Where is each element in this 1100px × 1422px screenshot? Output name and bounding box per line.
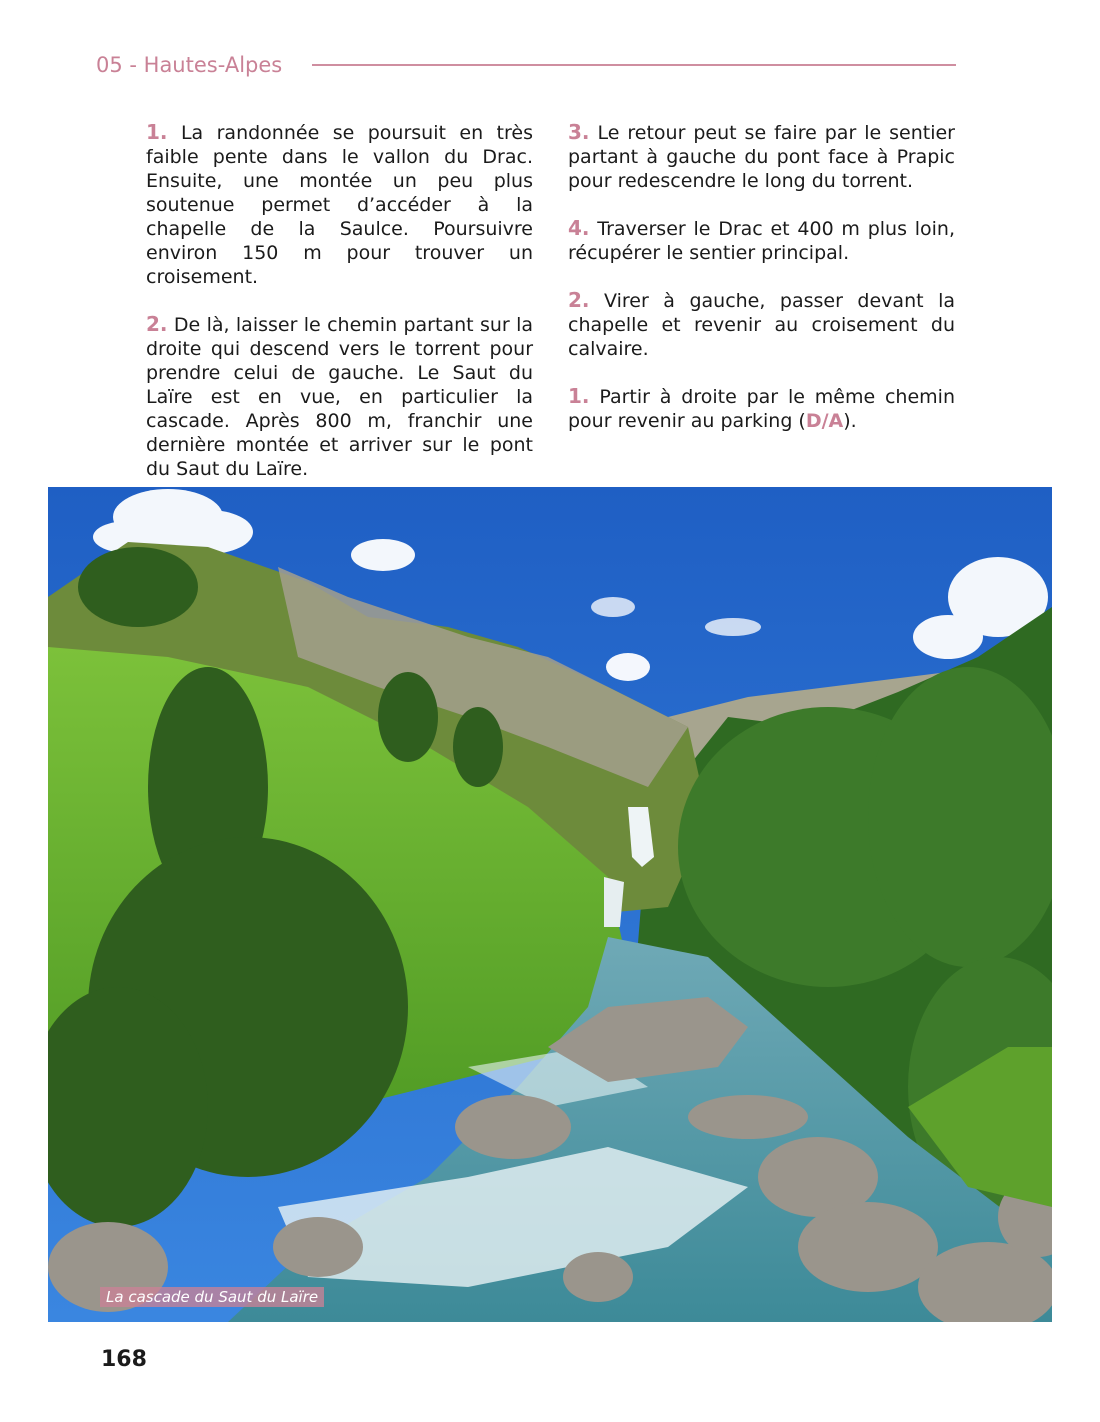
step-paragraph bbox=[146, 312, 533, 481]
step-text: Partir à droite par le même chemin pour revenir au parking ( bbox=[568, 386, 955, 432]
step-number: 2. bbox=[568, 288, 590, 312]
page-header bbox=[96, 50, 956, 80]
landscape-photo bbox=[48, 487, 1052, 1322]
step-text: ). bbox=[843, 410, 857, 432]
page-number: 168 bbox=[101, 1347, 147, 1372]
start-end-marker: D/A bbox=[805, 410, 844, 432]
step-paragraph bbox=[568, 216, 955, 265]
step-text: De là, laisser le chemin partant sur la droite qui descend vers le torrent pour prendre celui de gauche. Le Saut du Laïre est en vue, en particulier la cascade. Après 800 m, franchir une dernière montée et arriver sur le pont du Saut du Laïre. bbox=[146, 314, 533, 480]
step-text: Virer à gauche, passer devant la chapelle et revenir au croisement du calvaire. bbox=[568, 290, 955, 360]
step-paragraph bbox=[146, 120, 533, 289]
step-number: 4. bbox=[568, 216, 590, 240]
right-column bbox=[568, 120, 955, 456]
step-text: Le retour peut se faire par le sentier partant à gauche du pont face à Prapic pour redescendre le long du torrent. bbox=[568, 122, 955, 192]
step-number: 2. bbox=[146, 312, 168, 336]
step-text: Traverser le Drac et 400 m plus loin, récupérer le sentier principal. bbox=[568, 218, 955, 264]
waterfall-illustration bbox=[48, 487, 1052, 1322]
step-number: 1. bbox=[568, 384, 590, 408]
section-title: 05 - Hautes-Alpes bbox=[96, 53, 283, 77]
step-number: 3. bbox=[568, 120, 590, 144]
step-paragraph bbox=[568, 120, 955, 193]
step-number: 1. bbox=[146, 120, 168, 144]
left-column bbox=[146, 120, 533, 504]
step-paragraph bbox=[568, 384, 955, 433]
photo-caption: La cascade du Saut du Laïre bbox=[100, 1287, 324, 1307]
step-text: La randonnée se poursuit en très faible pente dans le vallon du Drac. Ensuite, une montée un peu plus soutenue permet d’accéder à la chapelle de la Saulce. Poursuivre environ 150 m pour trouver un croisement. bbox=[146, 122, 533, 288]
header-rule bbox=[312, 64, 956, 66]
step-paragraph bbox=[568, 288, 955, 361]
